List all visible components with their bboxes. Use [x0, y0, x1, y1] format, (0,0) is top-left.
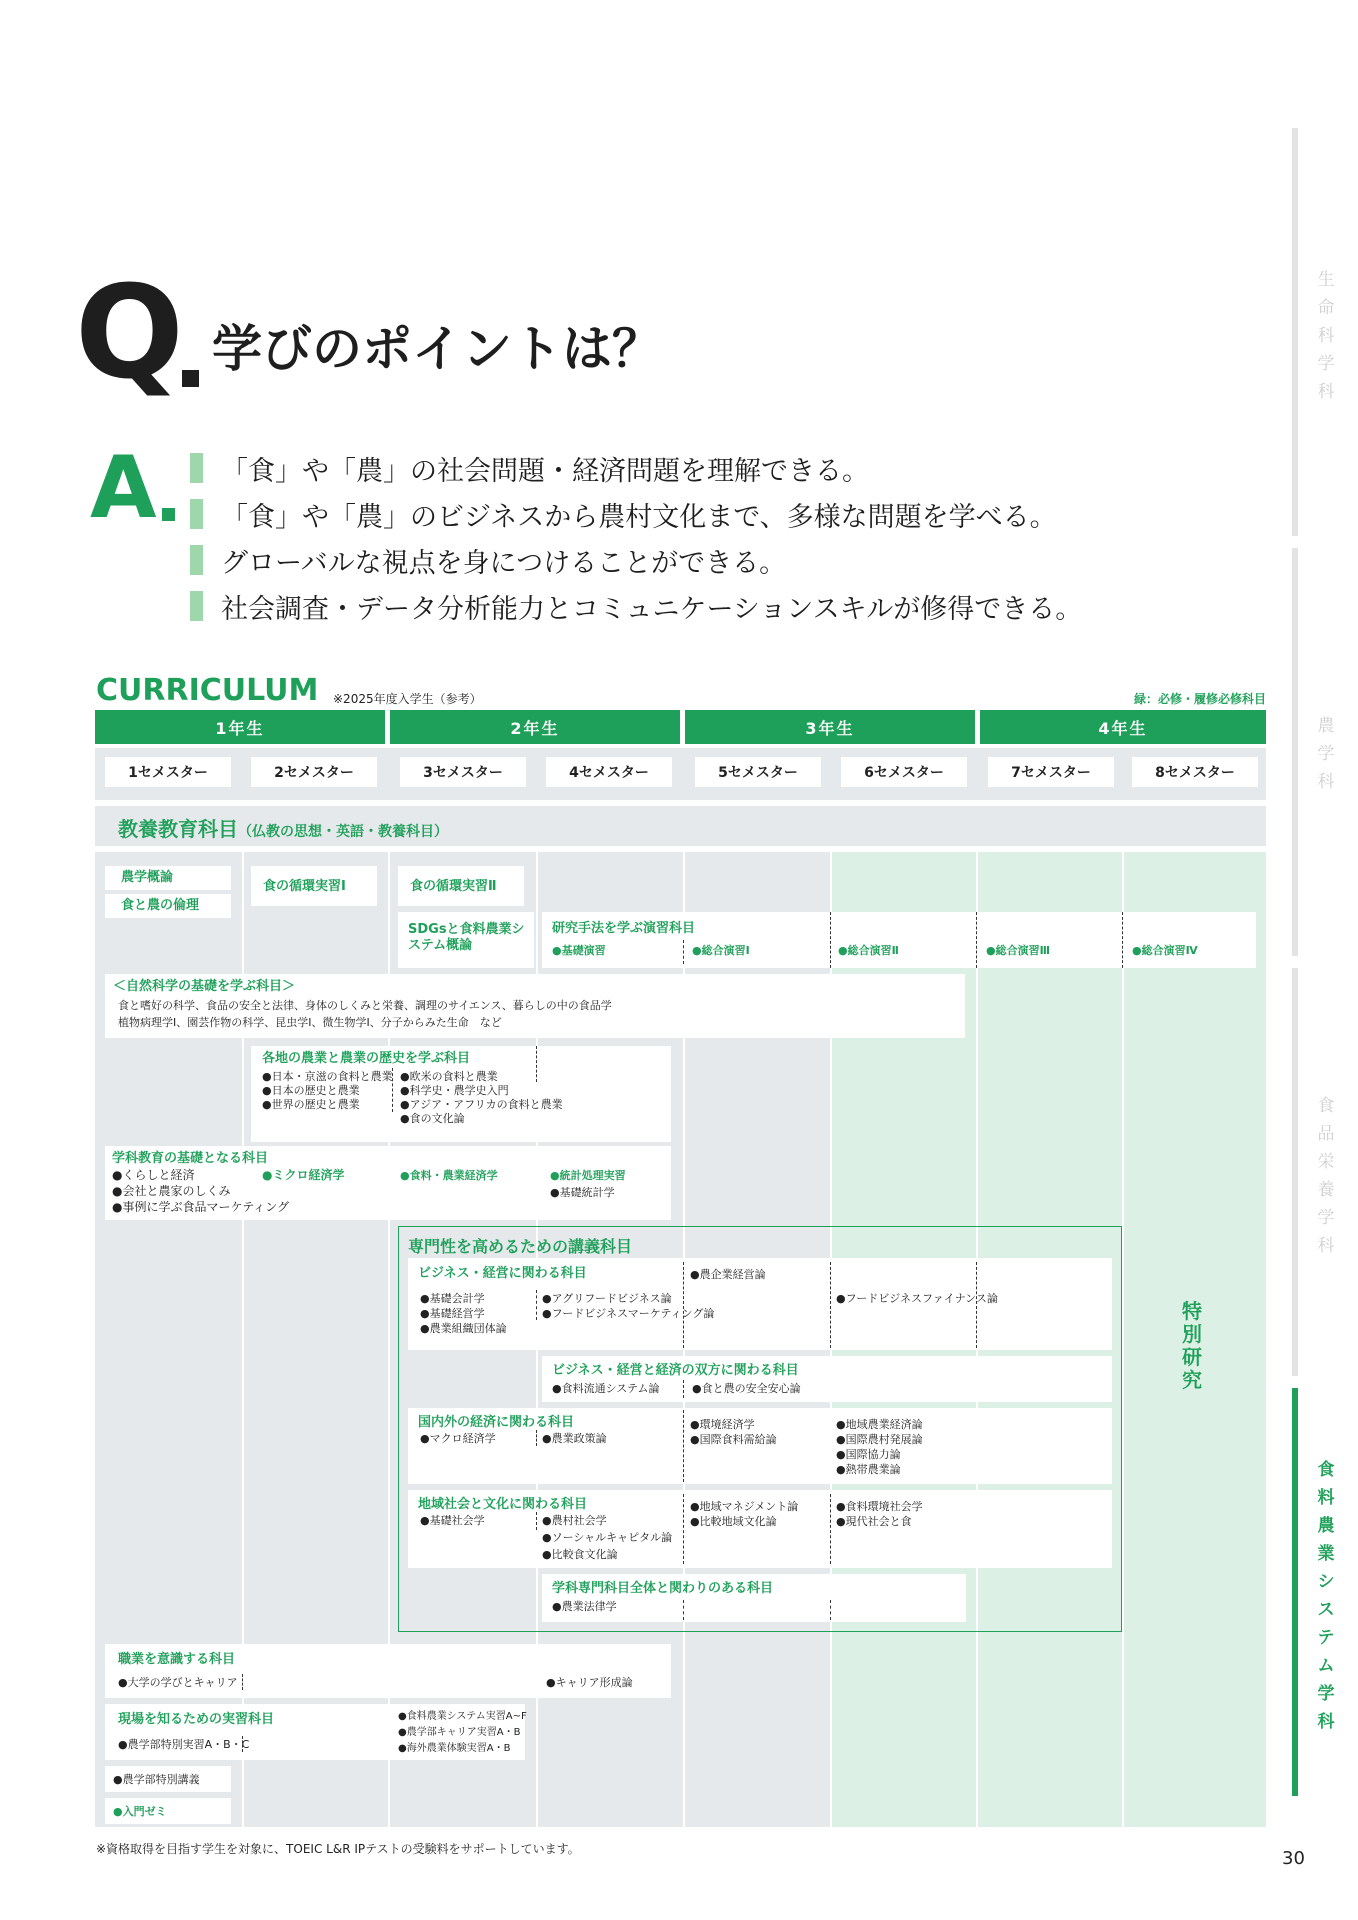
course-item: ●農業法律学	[552, 1600, 617, 1613]
course-card: 農学概論	[105, 866, 231, 890]
point-text: 「食」や「農」のビジネスから農村文化まで、多様な問題を学べる。	[221, 501, 1057, 533]
course-item: ●食の文化論	[400, 1112, 465, 1125]
point-item	[190, 498, 1057, 533]
course-item: ●国際農村発展論	[836, 1433, 923, 1446]
course-item: ●マクロ経済学	[420, 1432, 496, 1445]
section-title: 職業を意識する科目	[118, 1652, 236, 1667]
course-item: ●農業組織団体論	[420, 1322, 507, 1335]
course-item: ●総合演習Ⅱ	[838, 944, 899, 957]
q-letter: Q	[75, 259, 180, 408]
section-title: 研究手法を学ぶ演習科目	[552, 921, 696, 936]
point-item	[190, 590, 1083, 625]
course-item: ●基礎経営学	[420, 1307, 485, 1320]
section-title: 地域社会と文化に関わる科目	[418, 1497, 588, 1512]
course-item: ●総合演習Ⅲ	[986, 944, 1050, 957]
section-title: ＜自然科学の基礎を学ぶ科目＞	[113, 979, 296, 994]
semester-1: 1セメスター	[105, 757, 231, 787]
course-card: ●農学部特別講義	[105, 1766, 231, 1792]
course-item: ●基礎統計学	[550, 1186, 615, 1199]
semester-5: 5セメスター	[695, 757, 821, 787]
liberal-arts-title: 教養教育科目（仏教の思想・英語・教養科目）	[118, 817, 448, 841]
course-item: ●ソーシャルキャピタル論	[542, 1531, 673, 1544]
section-title: ビジネス・経営に関わる科目	[418, 1266, 587, 1281]
course-item: ●基礎会計学	[420, 1292, 485, 1305]
course-item: ●日本の歴史と農業	[262, 1084, 360, 1097]
curriculum-title: CURRICULUM	[96, 673, 319, 708]
course-item: ●統計処理実習	[550, 1169, 626, 1182]
course-item: ●環境経済学	[690, 1418, 755, 1431]
specialized-title: 専門性を高めるための講義科目	[408, 1237, 633, 1256]
course-card: 食と農の倫理	[105, 894, 231, 918]
course-item: ●海外農業体験実習A・B	[398, 1743, 511, 1754]
course-item: ●農学部特別実習A・B・C	[118, 1738, 250, 1751]
year-2-header: 2年生	[390, 710, 680, 744]
course-card: SDGsと食料農業システム概論	[398, 912, 534, 968]
section-title: ビジネス・経営と経済の双方に関わる科目	[552, 1363, 799, 1378]
course-item: ●日本・京滋の食料と農業	[262, 1070, 393, 1083]
page-number: 30	[1282, 1848, 1305, 1869]
course-item: ●会社と農家のしくみ	[112, 1184, 231, 1198]
semester-4: 4セメスター	[546, 757, 672, 787]
q-dot	[182, 370, 199, 387]
course-item: ●国際食料需給論	[690, 1433, 777, 1446]
course-item: ●基礎演習	[552, 944, 606, 957]
course-item: ●世界の歴史と農業	[262, 1098, 360, 1111]
course-item: ●くらしと経済	[112, 1168, 195, 1182]
course-item: ●国際協力論	[836, 1448, 901, 1461]
course-item: ●食料・農業経済学	[400, 1169, 498, 1182]
course-item: ●フードビジネスファイナンス論	[836, 1292, 998, 1305]
side-tab-food-agri-system[interactable]: 食料農業システム学科	[1317, 1460, 1335, 1732]
course-item: ●事例に学ぶ食品マーケティング	[112, 1200, 290, 1214]
course-item: ●農村社会学	[542, 1514, 607, 1527]
point-text: 社会調査・データ分析能力とコミュニケーションスキルが修得できる。	[221, 593, 1083, 625]
course-item: ●食料農業システム実習A~F	[398, 1711, 527, 1722]
course-item: ●食と農の安全安心論	[692, 1382, 801, 1395]
section-title: 学科教育の基礎となる科目	[112, 1151, 269, 1166]
section-title: 各地の農業と農業の歴史を学ぶ科目	[262, 1051, 471, 1066]
course-item: ●農学部キャリア実習A・B	[398, 1727, 521, 1738]
curriculum-note: ※2025年度入学生（参考）	[333, 692, 482, 706]
course-text: 植物病理学Ⅰ、園芸作物の科学、昆虫学Ⅰ、微生物学Ⅰ、分子からみた生命 など	[118, 1016, 502, 1029]
side-tab-food-nutrition[interactable]: 食品栄養学科	[1317, 1096, 1335, 1256]
course-item: ●農企業経営論	[690, 1268, 766, 1281]
course-item: ●地域農業経済論	[836, 1418, 923, 1431]
point-text: グローバルな視点を身につけることができる。	[221, 547, 787, 579]
footnote: ※資格取得を目指す学生を対象に、TOEIC L&R IPテストの受験料をサポートしています。	[96, 1842, 580, 1856]
course-item: ●フードビジネスマーケティング論	[542, 1307, 715, 1320]
semester-6: 6セメスター	[841, 757, 967, 787]
point-item	[190, 452, 869, 487]
semester-3: 3セメスター	[400, 757, 526, 787]
page-title: 学びのポイントは？	[212, 320, 662, 378]
point-text: 「食」や「農」の社会問題・経済問題を理解できる。	[221, 455, 869, 487]
course-item: ●比較食文化論	[542, 1548, 618, 1561]
course-item: ●アグリフードビジネス論	[542, 1292, 672, 1305]
course-item: ●科学史・農学史入門	[400, 1084, 509, 1097]
section-title: 国内外の経済に関わる科目	[418, 1415, 575, 1430]
course-card: 食の循環実習Ⅰ	[251, 866, 377, 906]
course-item: ●農業政策論	[542, 1432, 607, 1445]
year-1-header: 1年生	[95, 710, 385, 744]
course-item: ●比較地域文化論	[690, 1515, 777, 1528]
research-label: 特別研究	[1182, 1299, 1202, 1392]
course-card: 食の循環実習Ⅱ	[398, 866, 524, 906]
course-item: ●大学の学びとキャリア	[118, 1676, 238, 1689]
semester-2: 2セメスター	[251, 757, 377, 787]
course-item: ●アジア・アフリカの食料と農業	[400, 1098, 563, 1111]
section-title: 学科専門科目全体と関わりのある科目	[552, 1581, 774, 1596]
course-item: ●現代社会と食	[836, 1515, 912, 1528]
course-item: ●総合演習Ⅰ	[692, 944, 750, 957]
course-item: ●総合演習Ⅳ	[1132, 944, 1198, 957]
side-tab-life-science[interactable]: 生命科学科	[1317, 270, 1335, 402]
course-item: ●キャリア形成論	[546, 1676, 633, 1689]
year-3-header: 3年生	[685, 710, 975, 744]
point-item	[190, 544, 787, 579]
course-item: ●食料環境社会学	[836, 1500, 923, 1513]
course-item: ●地域マネジメント論	[690, 1500, 799, 1513]
course-item: ●食料流通システム論	[552, 1382, 660, 1395]
course-item: ●ミクロ経済学	[262, 1168, 345, 1182]
course-item: ●基礎社会学	[420, 1514, 485, 1527]
course-item: ●熱帯農業論	[836, 1463, 901, 1476]
side-tab-agronomy[interactable]: 農学科	[1317, 716, 1335, 792]
year-4-header: 4年生	[980, 710, 1266, 744]
course-text: 食と嗜好の科学、食品の安全と法律、身体のしくみと栄養、調理のサイエンス、暮らしの中の食品学	[118, 999, 612, 1012]
a-letter: A	[90, 438, 157, 538]
a-dot	[162, 508, 175, 521]
course-card: ●入門ゼミ	[105, 1798, 231, 1824]
semester-8: 8セメスター	[1132, 757, 1258, 787]
curriculum-legend: 緑：必修・履修必修科目	[1133, 692, 1266, 706]
section-title: 現場を知るための実習科目	[118, 1712, 275, 1727]
semester-7: 7セメスター	[988, 757, 1114, 787]
course-item: ●欧米の食料と農業	[400, 1070, 498, 1083]
